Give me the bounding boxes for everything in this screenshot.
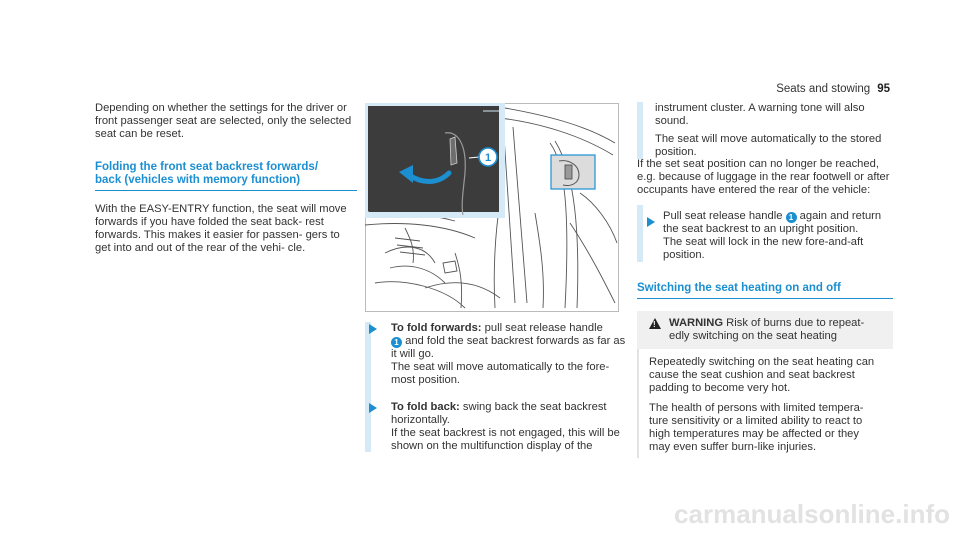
step-text: again and return the seat backrest to an upright position. xyxy=(663,210,882,235)
warning-text-1: Repeatedly switching on the seat heating can cause the seat cushion and seat backrest padding to become very hot. xyxy=(649,356,875,394)
callout-badge: 1 xyxy=(391,337,402,348)
continued-text-1: instrument cluster. A warning tone will also sound. xyxy=(655,102,865,127)
warning-intro: Risk of burns due to repeat- edly switching on the seat heating xyxy=(669,317,865,342)
step-text: Pull seat release handle xyxy=(663,210,786,222)
step-text: and fold the seat backrest forwards as far as it will go. xyxy=(391,335,626,360)
step-text: pull seat release handle xyxy=(481,322,603,334)
heading-line-2: back (vehicles with memory function) xyxy=(95,174,301,186)
step-arrow-icon xyxy=(369,403,377,413)
warning-icon xyxy=(649,318,661,329)
section-heading-folding xyxy=(95,161,357,191)
intro-text: Depending on whether the settings for the driver or front passenger seat are selected, only the selected seat can be reset. xyxy=(95,102,352,140)
warning-label: WARNING xyxy=(669,317,724,329)
step-title: To fold back: xyxy=(391,401,460,413)
step-text: swing back the seat backrest horizontally. xyxy=(391,401,607,426)
warning-header xyxy=(637,311,893,349)
callout-badge: 1 xyxy=(786,212,797,223)
step-reset-block xyxy=(637,205,893,262)
step-fold-forwards xyxy=(365,322,627,387)
step-arrow-icon xyxy=(647,217,655,227)
column-middle xyxy=(365,322,627,452)
section-heading-seat-heating: Switching the seat heating on and off xyxy=(637,282,893,299)
continued-text-2: The seat will move automatically to the stored position. xyxy=(655,133,882,158)
step-result: The seat will move automatically to the fore- most position. xyxy=(391,361,610,386)
step-fold-back xyxy=(365,401,627,453)
column-right xyxy=(637,102,893,458)
section-title: Seats and stowing xyxy=(776,83,871,95)
heading-line-1: Folding the front seat backrest forwards/ xyxy=(95,161,319,173)
warning-body xyxy=(637,349,893,458)
easy-entry-text: With the EASY-ENTRY function, the seat will move forwards if you have folded the seat back- rest forwards. This makes it easier for passen- gers to get into and out of the rear of the vehi- cle. xyxy=(95,203,347,254)
step-arrow-icon xyxy=(369,324,377,334)
note-text: If the set seat position can no longer be reached, e.g. because of luggage in the rear footwell or after occupants have entered the rear of the vehicle: xyxy=(637,158,890,196)
step-result: If the seat backrest is not engaged, this will be shown on the multifunction display of the xyxy=(391,427,620,452)
step-release-handle xyxy=(643,210,893,262)
watermark: carmanualsonline.info xyxy=(674,499,950,529)
continued-text xyxy=(637,102,893,159)
callout-number: 1 xyxy=(484,152,492,164)
page-number: 95 xyxy=(877,83,890,95)
column-left xyxy=(95,102,357,255)
page-header xyxy=(776,83,890,96)
warning-block xyxy=(637,311,893,458)
step-result: The seat will lock in the new fore-and-aft position. xyxy=(663,236,864,261)
step-title: To fold forwards: xyxy=(391,322,482,334)
warning-text-2: The health of persons with limited tempera- ture sensitivity or a limited ability to react to high temperatures may be affected or they may even suffer burn-like injuries. xyxy=(649,402,864,453)
seat-illustration xyxy=(365,103,619,312)
